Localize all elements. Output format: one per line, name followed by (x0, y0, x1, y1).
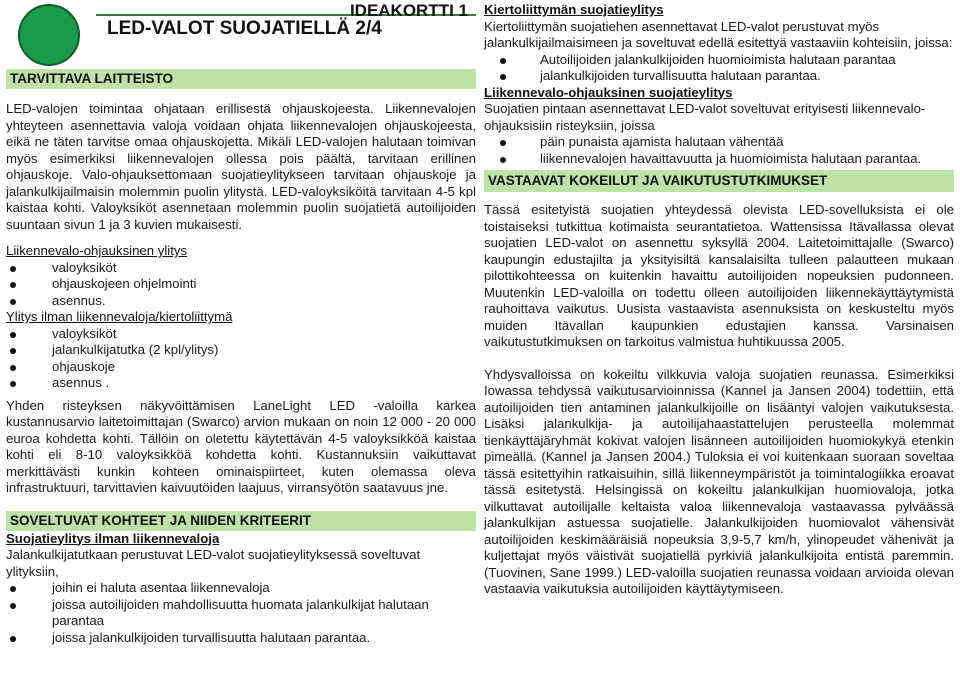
list-item: joissa autoilijoiden mahdollisuutta huomata jalankulkijat halutaan parantaa (6, 597, 476, 630)
bullet-icon (10, 365, 16, 371)
section-title-experiments: VASTAAVAT KOKEILUT JA VAIKUTUSTUTKIMUKSET (484, 170, 954, 192)
bullet-icon (10, 603, 16, 609)
section-title-equipment: TARVITTAVA LAITTEISTO (6, 69, 476, 89)
bullet-icon (10, 282, 16, 288)
page-title: LED-VALOT SUOJATIELLÄ 2/4 (107, 18, 382, 39)
left-column (6, 0, 476, 646)
bullet-icon (500, 140, 506, 146)
list-item: asennus . (6, 375, 476, 392)
list-unsignalized (6, 326, 476, 392)
card-number: IDEAKORTTI 1 (349, 1, 468, 20)
list-roundabout (484, 52, 954, 85)
bullet-icon (10, 381, 16, 387)
list-item: valoyksiköt (6, 260, 476, 277)
header (6, 0, 476, 64)
paragraph-austria: Tässä esitetyistä suojatien yhteydessä olevista LED-sovelluksista ei ole toistaiseksi tutkittua kotimaista seurantatietoa. Wattensissa Itävallassa olevat suojatien LED-valot on asennettu syksyllä 2004. Laitetoimittajalle (Swarco) kaupungin edustajilta ja yksityisiltä kansalaisilta tulleen palautteen mukaan pilottikohteessa on kuitenkin havaittu autoilijoiden nopeuksien pudonneen. Muutenkin LED-valoilla on todettu olleen autoilijoiden liikennekäyttäytymistä rauhoittava vaikutus. Uusista vastaavista asennuksista on keskusteltu myös muiden Itävallan kaupunkien edustajien kanssa. Varsinaisen vaikutustutkimuksen on tarkoitus valmistua huhtikuussa 2005. (484, 202, 954, 349)
subheading-signalized: Liikennevalo-ohjauksinen ylitys (6, 243, 188, 258)
paragraph-roundabout: Kiertoliittymän suojatiehen asennettavat LED-valot perustuvat myös jalankulkijailmaisimeen ja soveltuvat edellä esitettyä vastaaviin kohteisiin, joissa: (484, 18, 953, 50)
list-item: jalankulkijatutka (2 kpl/ylitys) (6, 342, 476, 359)
bullet-icon (10, 636, 16, 642)
list-item: ohjauskojeen ohjelmointi (6, 276, 476, 293)
list-no-signals (6, 580, 476, 646)
right-column (484, 0, 954, 598)
paragraph-signal-crossing: Suojatien pintaan asennettavat LED-valot soveltuvat erityisesti liikennevalo-ohjauksisiin risteyksiin, joissa (484, 101, 926, 133)
list-item: joihin ei haluta asentaa liikennevaloja (6, 580, 476, 597)
bullet-icon (10, 332, 16, 338)
bullet-icon (10, 266, 16, 272)
paragraph-costs: Yhden risteyksen näkyvöittämisen LaneLight LED -valoilla karkea kustannusarvio laitetoimittajan (Swarco) arvion mukaan on noin 12 000 - 20 000 euroa kohdetta kohti. Tällöin on oletettu käytettävän 4-5 valoyksikköä kaistaa kohti eli 8-10 valoyksikköä kohdetta kohti. Kustannuksiin vaikuttavat merkittävästi kunkin kohteen ominaispiirteet, kuten olemassa oleva infrastruktuuri, tarvittavien kaivuutöiden laajuus, virransyötön saatavuus jne. (6, 397, 476, 495)
list-item: Autoilijoiden jalankulkijoiden huomioimista halutaan parantaa (484, 52, 954, 69)
list-signalized (6, 260, 476, 310)
list-signal-crossing (484, 134, 954, 167)
bullet-icon (500, 74, 506, 80)
bullet-icon (500, 58, 506, 64)
section-title-sites: SOVELTUVAT KOHTEET JA NIIDEN KRITEERIT (6, 511, 476, 531)
paragraph-usa-helsinki: Yhdysvalloissa on kokeiltu vilkkuvia valoja suojatien reunassa. Esimerkiksi Iowassa tehdyssä vaikutusarvioinnissa (Kannel ja Jansen 2004) todettiin, että autoilijoiden tien antaminen jalankulkijoille on lisääntyi valojen vaikutuksesta. Lisäksi jalankulkija- ja autoilijahaastattelujen perusteella molemmat tienkäyttäjäryhmät kokivat valojen lisänneen autoilijoiden huomiokykyä etenkin pimeällä. (Kannel ja Jansen 2004.) Tuloksia ei voi kuitenkaan suoraan soveltaa tässä esitettyihin ratkaisuihin, sillä liikenneympäristöt ja toimintalogiikka eroavat tässä esitetystä. Helsingissä on kokeiltu jalankulkijan huomiovaloja, jotka vilkuttavat autoilijalle keltaista valoa liikennevaloja vastaavassa pylväässä jalankulkijan astuessa suojatielle. Jalankulkijoiden huomiovalot vähensivät autoilijoiden keskimääräisiä nopeuksia 3,9-5,7 km/h, ylinopeudet vähenivät ja kuljettajat myös väistivät suojatiellä pyrkiviä jalankulkijoita entistä paremmin. (Tuovinen, Sane 1999.) LED-valoilla suojatien reunassa voidaan arvioida olevan vastaavia vaikutuksia autoilijoiden käyttäytymiseen. (484, 366, 954, 596)
list-item: ohjauskoje (6, 359, 476, 376)
list-item: jalankulkijoiden turvallisuutta halutaan parantaa. (484, 68, 954, 85)
bullet-icon (10, 586, 16, 592)
list-item: päin punaista ajamista halutaan vähentää (484, 134, 954, 151)
bullet-icon (500, 157, 506, 163)
list-item: valoyksiköt (6, 326, 476, 343)
list-item: asennus. (6, 293, 476, 310)
paragraph-no-signals: Jalankulkijatutkaan perustuvat LED-valot suojatieylityksessä soveltuvat ylityksiin, (6, 547, 421, 579)
subheading-no-signals: Suojatieylitys ilman liikennevaloja (6, 530, 220, 546)
paragraph-equipment: LED-valojen toimintaa ohjataan erillisestä ohjauskojeesta. Liikennevalojen yhteyteen asennettavia valoja voidaan ohjata liikennevalojen ohjauskojeesta, eikä ne täten tarvitse omaa ohjauskojetta. Mikäli LED-valojen halutaan toimivan myös esimerkiksi liikennevalojen ollessa pois päältä, tarvitaan erillinen ohjauskoje. Valo-ohjauksettomaan suojatieylitykseen tarvitaan ohjauskoje ja jalankulkijailmaisin molemmin puolin ylitystä. LED-valoyksiköitä tarvitaan 4-5 kpl kaistaa kohti. Valoyksiköt asennetaan molemmin puolin suojatietä autoilijoiden suuntaan sivun 1 ja 3 kuvien mukaisesti. (6, 101, 476, 232)
subheading-unsignalized: Ylitys ilman liikennevaloja/kiertoliittymä (6, 309, 233, 324)
subheading-roundabout: Kiertoliittymän suojatieylitys (484, 2, 664, 17)
bullet-icon (10, 348, 16, 354)
logo-circle-icon (18, 4, 80, 66)
list-item: joissa jalankulkijoiden turvallisuutta halutaan parantaa. (6, 630, 476, 647)
bullet-icon (10, 299, 16, 305)
list-item: liikennevalojen havaittavuutta ja huomioimista halutaan parantaa. (484, 151, 954, 168)
subheading-signal-crossing: Liikennevalo-ohjauksinen suojatieylitys (484, 84, 733, 100)
